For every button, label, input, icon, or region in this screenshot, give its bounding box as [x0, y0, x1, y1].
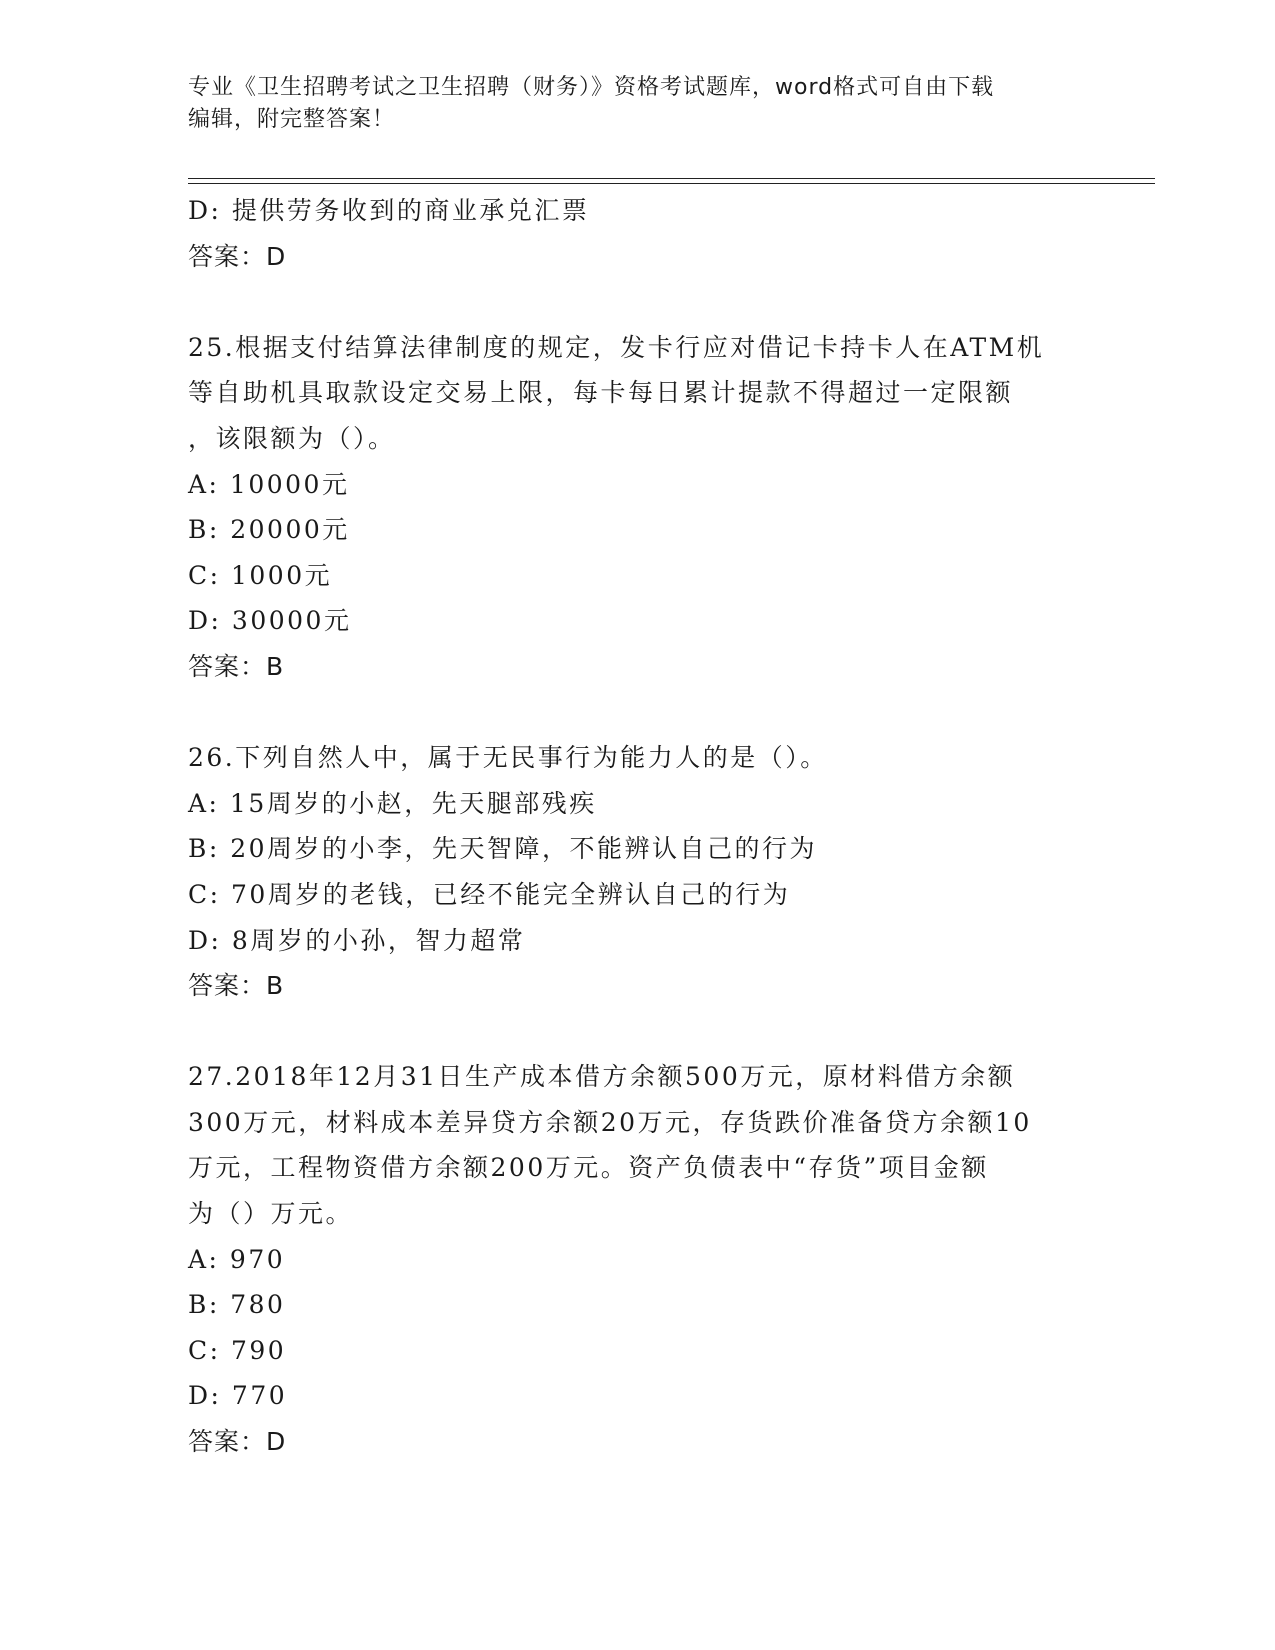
prev-question-block: [188, 188, 1128, 279]
question-27: [188, 1054, 1128, 1464]
header-divider-bottom: [188, 183, 1155, 184]
question-stem: 26.下列自然人中，属于无民事行为能力人的是（）。: [188, 743, 828, 773]
header-divider-top: [188, 178, 1155, 179]
question-stem: 等自助机具取款设定交易上限，每卡每日累计提款不得超过一定限额: [188, 378, 1014, 408]
answer-line: 答案：D: [188, 1427, 287, 1457]
header-line-1: 专业《卫生招聘考试之卫生招聘（财务）》资格考试题库，word格式可自由下载: [188, 75, 995, 100]
option-c: C: 1000元: [188, 560, 333, 590]
option-b: B: 780: [188, 1290, 286, 1320]
question-stem: 27.2018年12月31日生产成本借方余额500万元，原材料借方余额: [188, 1062, 1016, 1092]
option-d: D: 提供劳务收到的商业承兑汇票: [188, 196, 590, 225]
answer-line: 答案：B: [188, 971, 285, 1001]
option-a: A: 15周岁的小赵，先天腿部残疾: [188, 788, 597, 818]
option-c: C: 70周岁的老钱，已经不能完全辨认自己的行为: [188, 879, 791, 909]
question-26: [188, 735, 1128, 1009]
question-stem: 万元，工程物资借方余额200万元。资产负债表中“存货”项目金额: [188, 1153, 989, 1183]
option-c: C: 790: [188, 1335, 287, 1365]
question-stem: ，该限额为（）。: [188, 423, 396, 453]
answer-line: 答案：D: [188, 241, 287, 271]
spacer: [188, 279, 1128, 325]
option-a: A: 10000元: [188, 469, 350, 499]
option-b: B: 20000元: [188, 515, 350, 545]
option-d: D: 30000元: [188, 606, 352, 636]
question-stem: 25.根据支付结算法律制度的规定，发卡行应对借记卡持卡人在ATM机: [188, 332, 1045, 362]
answer-line: 答案：B: [188, 651, 285, 681]
header-line-2: 编辑，附完整答案！: [188, 107, 396, 132]
question-stem: 为（）万元。: [188, 1199, 354, 1229]
spacer: [188, 690, 1128, 736]
question-25: [188, 325, 1128, 690]
spacer: [188, 1009, 1128, 1055]
option-b: B: 20周岁的小李，先天智障，不能辨认自己的行为: [188, 834, 818, 864]
option-a: A: 970: [188, 1244, 286, 1274]
question-stem: 300万元，材料成本差异贷方余额20万元，存货跌价准备贷方余额10: [188, 1107, 1032, 1137]
option-d: D: 8周岁的小孙，智力超常: [188, 925, 526, 955]
document-header: [188, 72, 1088, 136]
question-list: [188, 188, 1128, 1465]
option-d: D: 770: [188, 1381, 288, 1411]
